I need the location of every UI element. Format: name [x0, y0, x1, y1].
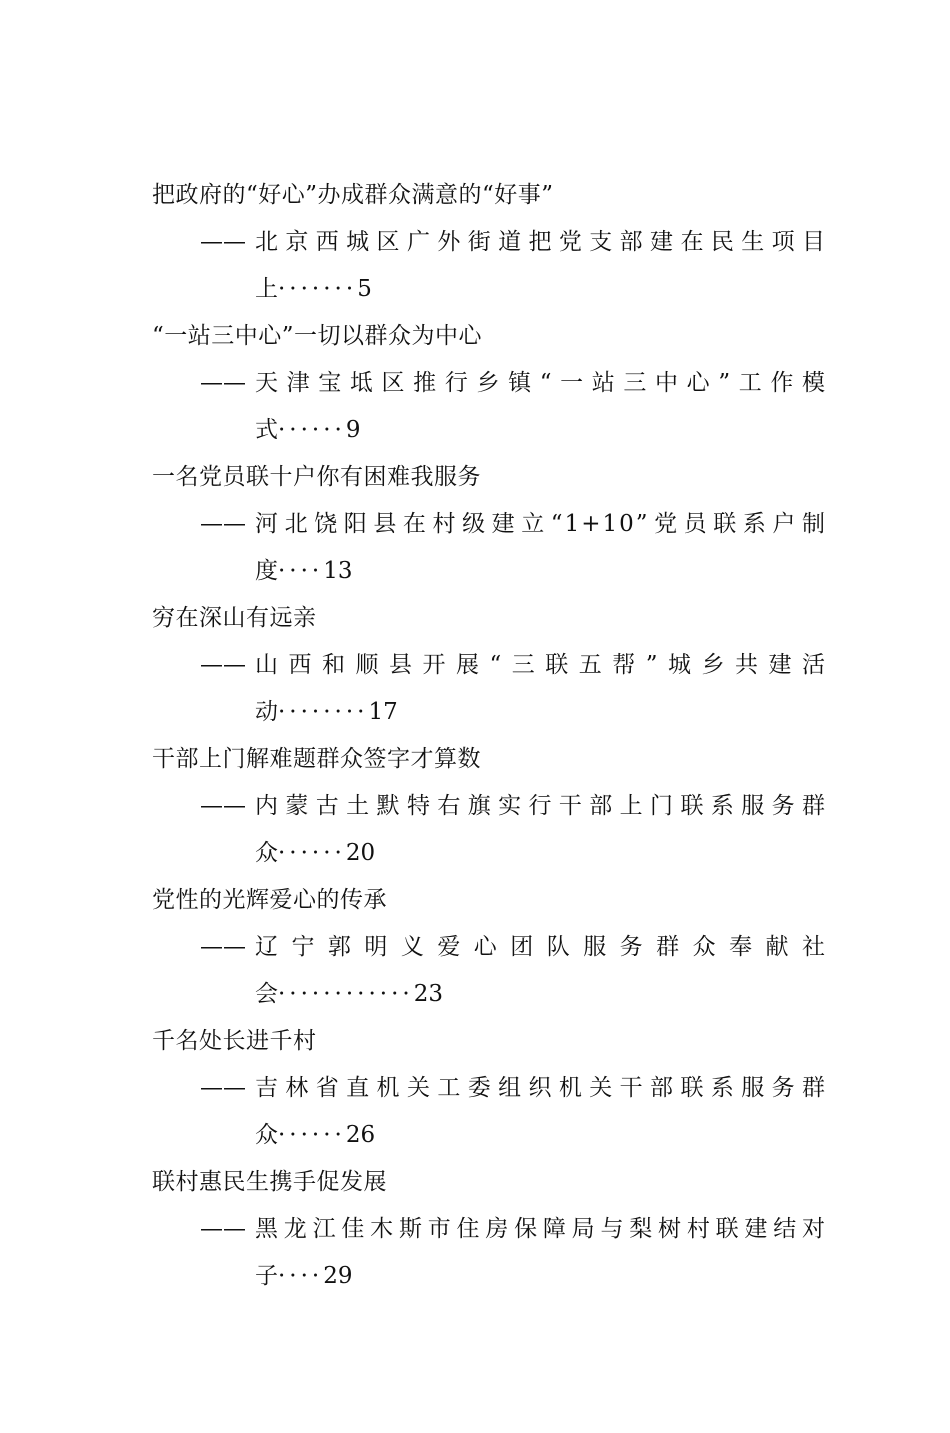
entry-subtitle-end: 众	[255, 840, 278, 866]
em-dash: ——	[200, 1075, 246, 1101]
dot-leader: ······	[278, 1122, 346, 1148]
entry-subtitle-end: 子	[255, 1263, 278, 1289]
entry-subtitle: 北京西城区广外街道把党支部建在民生项目	[255, 229, 827, 255]
entry-title: 穷在深山有远亲	[152, 605, 317, 631]
entry-subtitle-end: 度	[255, 558, 278, 584]
dot-leader: ······	[278, 840, 346, 866]
entry-subtitle-line	[200, 1206, 827, 1253]
dot-leader: ········	[278, 699, 369, 725]
entry-title: 把政府的“好心”办成群众满意的“好事”	[152, 182, 554, 208]
entry-tail-line	[255, 1112, 827, 1159]
toc-entry	[152, 595, 827, 736]
entry-title: 千名处长进千村	[152, 1028, 317, 1054]
toc-entry	[152, 454, 827, 595]
page-number: 5	[357, 276, 372, 302]
entry-tail-line	[255, 548, 827, 595]
toc-entry	[152, 1018, 827, 1159]
entry-subtitle-end: 上	[255, 276, 278, 302]
entry-subtitle: 吉林省直机关工委组织机关干部联系服务群	[255, 1075, 827, 1101]
dot-leader: ····	[278, 558, 324, 584]
page-number: 17	[368, 699, 398, 725]
entry-tail-line	[255, 689, 827, 736]
toc-entry	[152, 736, 827, 877]
entry-subtitle-end: 式	[255, 417, 278, 443]
entry-tail-line	[255, 407, 827, 454]
entry-subtitle: 河北饶阳县在村级建立“1+10”党员联系户制	[255, 511, 827, 537]
em-dash: ——	[200, 652, 246, 678]
toc-entry	[152, 877, 827, 1018]
entry-subtitle-line	[200, 1065, 827, 1112]
toc-entry	[152, 1159, 827, 1300]
entry-title: 干部上门解难题群众签字才算数	[152, 746, 481, 772]
page-number: 13	[323, 558, 353, 584]
toc-entry	[152, 172, 827, 313]
entry-subtitle-end: 会	[255, 981, 278, 1007]
entry-tail-line	[255, 266, 827, 313]
entry-subtitle-line	[200, 924, 827, 971]
page-number: 23	[413, 981, 444, 1007]
page-number: 29	[323, 1263, 353, 1289]
entry-subtitle: 山西和顺县开展“三联五帮”城乡共建活	[255, 652, 827, 678]
em-dash: ——	[200, 511, 246, 537]
em-dash: ——	[200, 229, 246, 255]
table-of-contents	[152, 172, 827, 1300]
entry-tail-line	[255, 830, 827, 877]
em-dash: ——	[200, 793, 246, 819]
page-number: 26	[345, 1122, 376, 1148]
em-dash: ——	[200, 1216, 246, 1242]
entry-subtitle-line	[200, 360, 827, 407]
entry-title: 党性的光辉爱心的传承	[152, 887, 387, 913]
em-dash: ——	[200, 370, 246, 396]
entry-subtitle: 内蒙古土默特右旗实行干部上门联系服务群	[255, 793, 827, 819]
entry-subtitle-end: 众	[255, 1122, 278, 1148]
entry-title: 联村惠民生携手促发展	[152, 1169, 387, 1195]
entry-subtitle: 辽宁郭明义爱心团队服务群众奉献社	[255, 934, 827, 960]
entry-subtitle: 黑龙江佳木斯市住房保障局与梨树村联建结对	[255, 1216, 827, 1242]
entry-subtitle-line	[200, 642, 827, 689]
entry-subtitle-line	[200, 783, 827, 830]
entry-subtitle-end: 动	[255, 699, 278, 725]
entry-subtitle-line	[200, 219, 827, 266]
dot-leader: ············	[278, 981, 414, 1007]
dot-leader: ·······	[278, 276, 358, 302]
toc-entry	[152, 313, 827, 454]
page-number: 9	[345, 417, 361, 443]
entry-tail-line	[255, 1253, 827, 1300]
page-number: 20	[345, 840, 376, 866]
entry-title: 一名党员联十户你有困难我服务	[152, 464, 481, 490]
em-dash: ——	[200, 934, 246, 960]
dot-leader: ····	[278, 1263, 324, 1289]
dot-leader: ······	[278, 417, 346, 443]
entry-tail-line	[255, 971, 827, 1018]
entry-subtitle-line	[200, 501, 827, 548]
entry-subtitle: 天津宝坻区推行乡镇“一站三中心”工作模	[255, 370, 827, 396]
entry-title: “一站三中心”一切以群众为中心	[152, 323, 483, 349]
